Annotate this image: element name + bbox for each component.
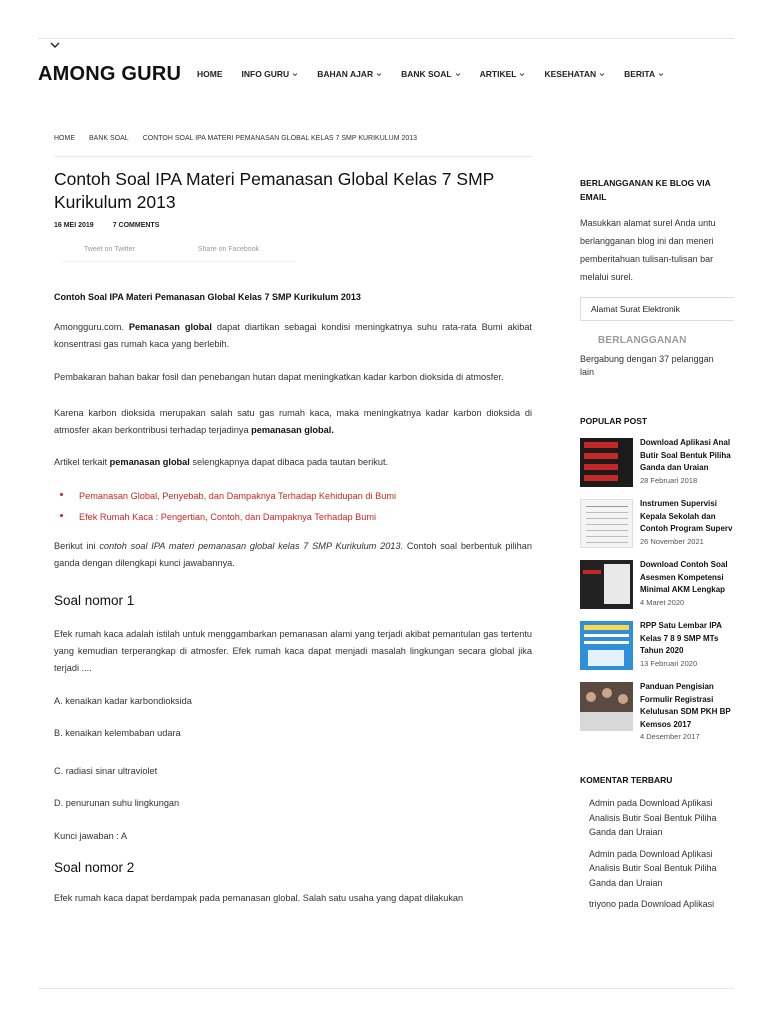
subscribe-desc-line: pemberitahuan tulisan-tulisan bar xyxy=(580,254,714,264)
popular-post-text xyxy=(640,437,734,498)
popular-post-list xyxy=(580,437,734,749)
answer-option: C. radiasi sinar ultraviolet xyxy=(54,766,158,776)
popular-post-title-line[interactable]: Kelas 7 8 9 SMP MTs xyxy=(640,633,719,643)
recent-comment[interactable] xyxy=(580,847,734,891)
subscribe-desc-line: berlangganan blog ini dan meneri xyxy=(580,236,714,246)
nav-label: BANK SOAL xyxy=(401,69,452,79)
keyword-link[interactable]: Pemanasan global xyxy=(128,322,212,332)
recent-comment[interactable] xyxy=(580,796,734,840)
question-text: Efek rumah kaca adalah istilah untuk menggambarkan pemanasan alami yang terjadi akibat pemantulan gas tertentu yang kemudian terperangkap di atmosfer. Efek rumah kaca dapat menjadi masalah lingkungan secara global jika terjadi .... xyxy=(54,629,532,673)
post-thumbnail[interactable] xyxy=(580,499,633,548)
popular-post-item[interactable] xyxy=(580,681,734,749)
popular-post-title-line[interactable]: RPP Satu Lembar IPA xyxy=(640,621,722,630)
comment-line[interactable]: Ganda dan Uraian xyxy=(589,877,663,888)
popular-post-title-line[interactable]: Contoh Program Superv xyxy=(640,524,733,533)
post-thumbnail[interactable] xyxy=(580,682,633,731)
article-intro-heading: Contoh Soal IPA Materi Pemanasan Global Kelas 7 SMP Kurikulum 2013 xyxy=(54,292,361,302)
text-span: Amongguru.com. xyxy=(54,322,124,332)
nav-label: KESEHATAN xyxy=(544,69,597,79)
nav-label: INFO GURU xyxy=(241,69,290,79)
comment-line[interactable]: Analisis Butir Soal Bentuk Piliha xyxy=(589,863,717,873)
chevron-down-icon xyxy=(292,72,298,77)
question-heading: Soal nomor 2 xyxy=(54,860,135,875)
article-paragraph xyxy=(54,319,532,353)
popular-post-text xyxy=(640,559,734,620)
popular-post-title-line[interactable]: Download Contoh Soal xyxy=(640,560,728,569)
comment-line[interactable]: Admin pada Download Aplikasi xyxy=(589,798,713,808)
popular-post-date: 28 Februari 2018 xyxy=(640,475,698,485)
popular-post-title-line[interactable]: Asesmen Kompetensi xyxy=(640,572,724,582)
text-span: Karena karbon dioksida merupakan salah satu gas rumah kaca, maka meningkatnya kadar karbon dioksida di atmosfer akan berkontribusi terhadap terjadinya xyxy=(54,408,532,435)
breadcrumb-divider xyxy=(54,156,532,157)
nav-item-berita[interactable] xyxy=(624,69,664,79)
keyword-link[interactable]: pemanasan global. xyxy=(251,425,334,435)
chevron-down-icon xyxy=(658,72,664,77)
article-paragraph: Pembakaran bahan bakar fosil dan penebangan hutan dapat meningkatkan kadar karbon dioksida di atmosfer. xyxy=(54,372,504,382)
popular-post-title-line[interactable]: Minimal AKM Lengkap xyxy=(640,585,726,594)
related-links xyxy=(54,486,532,528)
share-facebook-label: Share on Facebook xyxy=(198,246,260,253)
breadcrumb-home[interactable]: HOME xyxy=(54,135,75,142)
subscribers-line: lain xyxy=(580,367,595,377)
answer-option: B. kenaikan kelembaban udara xyxy=(54,728,181,738)
recent-comment[interactable] xyxy=(580,897,734,912)
text-span: dapat diartikan sebagai kondisi meningkatnya suhu rata-rata Bumi akibat konsentrasi gas rumah kaca yang berlebih. xyxy=(54,322,532,349)
text-span: contoh soal IPA materi pemanasan global kelas 7 SMP Kurikulum 2013 xyxy=(99,541,401,551)
share-facebook-button[interactable] xyxy=(176,246,296,262)
popular-post-date: 13 Februari 2020 xyxy=(640,658,698,668)
popular-post-title: POPULAR POST xyxy=(580,416,648,426)
popular-post-title-line[interactable]: Formulir Registrasi xyxy=(640,694,714,704)
post-title: Contoh Soal IPA Materi Pemanasan Global Kelas 7 SMP Kurikulum 2013 xyxy=(54,169,495,212)
answer-option: D. penurunan suhu lingkungan xyxy=(54,798,180,808)
nav-item-artikel[interactable] xyxy=(480,69,526,79)
popular-post-text xyxy=(640,620,734,681)
share-twitter-label: Tweet on Twitter xyxy=(84,246,135,253)
answer-key: Kunci jawaban : A xyxy=(54,831,128,841)
subscribe-desc-line: Masukkan alamat surel Anda untu xyxy=(580,218,716,228)
post-thumbnail[interactable] xyxy=(580,560,633,609)
article-body xyxy=(54,289,532,907)
popular-post-item[interactable] xyxy=(580,437,734,498)
keyword-link[interactable]: pemanasan global xyxy=(109,457,190,467)
recent-comments-list xyxy=(580,796,734,912)
popular-post-date: 4 Desember 2017 xyxy=(640,732,700,741)
sidebar xyxy=(580,176,734,912)
nav-item-bahan-ajar[interactable] xyxy=(317,69,382,79)
bottom-divider xyxy=(38,988,734,989)
nav-item-info-guru[interactable] xyxy=(242,69,299,79)
nav-label: HOME xyxy=(197,69,223,79)
popular-post-title-line[interactable]: Ganda dan Uraian xyxy=(640,463,709,472)
related-link[interactable]: Pemanasan Global, Penyebab, dan Dampaknya Terhadap Kehidupan di Bumi xyxy=(54,486,532,507)
text-span: selengkapnya dapat dibaca pada tautan berikut. xyxy=(192,457,389,467)
popular-post-title-line[interactable]: Butir Soal Bentuk Piliha xyxy=(640,450,731,460)
popular-post-text xyxy=(640,681,734,749)
subscribe-title: BERLANGGANAN KE BLOG VIA EMAIL xyxy=(580,178,711,202)
chevron-down-icon[interactable] xyxy=(49,40,61,50)
popular-post-date: 26 November 2021 xyxy=(640,536,704,546)
popular-post-title-line[interactable]: Tahun 2020 xyxy=(640,646,684,655)
text-span: Artikel terkait xyxy=(54,457,108,467)
subscribe-description xyxy=(580,214,734,286)
nav-label: BERITA xyxy=(624,69,656,79)
post-comments-link[interactable]: 7 COMMENTS xyxy=(112,222,160,229)
question-text: Efek rumah kaca dapat berdampak pada pemanasan global. Salah satu usaha yang dapat dilakukan xyxy=(54,893,464,903)
popular-post-item[interactable] xyxy=(580,498,734,559)
popular-post-title-line[interactable]: Download Aplikasi Anal xyxy=(640,438,731,447)
post-meta xyxy=(54,222,159,229)
comment-line[interactable]: triyono pada Download Aplikasi xyxy=(589,899,715,909)
answer-option: A. kenaikan kadar karbondioksida xyxy=(54,696,192,706)
share-twitter-button[interactable] xyxy=(62,246,174,262)
subscribe-desc-line: melalui surel. xyxy=(580,272,634,282)
site-logo[interactable]: AMONG GURU xyxy=(38,63,182,85)
nav-item-home[interactable] xyxy=(197,69,223,79)
popular-post-title-line[interactable]: Panduan Pengisian xyxy=(640,682,714,691)
article-paragraph xyxy=(54,538,532,572)
popular-post-date: 4 Maret 2020 xyxy=(640,597,685,607)
breadcrumb xyxy=(54,135,417,142)
chevron-down-icon xyxy=(519,72,525,77)
post-date: 16 MEI 2019 xyxy=(54,222,94,229)
post-thumbnail[interactable] xyxy=(580,621,633,670)
article-paragraph xyxy=(54,454,532,471)
popular-post-title-line[interactable]: Instrumen Supervisi xyxy=(640,499,717,508)
chevron-down-icon xyxy=(599,72,605,77)
text-span: . Contoh soal berbentuk pilihan ganda dengan dilengkapi kunci jawabannya. xyxy=(54,541,532,568)
text-span: Berikut ini xyxy=(54,541,96,551)
popular-post-item[interactable] xyxy=(580,620,734,681)
nav-label: ARTIKEL xyxy=(479,69,517,79)
post-thumbnail[interactable] xyxy=(580,438,633,487)
chevron-down-icon xyxy=(376,72,382,77)
main-nav xyxy=(197,69,683,79)
chevron-down-icon xyxy=(455,72,461,77)
related-link[interactable]: Efek Rumah Kaca : Pengertian, Contoh, dan Dampaknya Terhadap Bumi xyxy=(54,507,532,528)
top-divider xyxy=(38,38,734,39)
question-heading: Soal nomor 1 xyxy=(54,593,135,608)
popular-post-text xyxy=(640,498,734,559)
subscribe-button[interactable]: BERLANGGANAN xyxy=(598,335,687,346)
popular-post-title-line[interactable]: Kepala Sekolah dan xyxy=(640,511,716,521)
subscribers-line: Bergabung dengan 37 pelanggan xyxy=(580,354,714,364)
comment-line[interactable]: Analisis Butir Soal Bentuk Piliha xyxy=(589,812,717,823)
subscribers-count xyxy=(580,353,734,379)
nav-item-bank-soal[interactable] xyxy=(401,69,461,79)
comment-line[interactable]: Ganda dan Uraian xyxy=(589,827,663,837)
nav-item-kesehatan[interactable] xyxy=(544,69,605,79)
comment-line[interactable]: Admin pada Download Aplikasi xyxy=(589,848,713,859)
nav-label: BAHAN AJAR xyxy=(317,69,374,79)
breadcrumb-current: CONTOH SOAL IPA MATERI PEMANASAN GLOBAL KELAS 7 SMP KURIKULUM 2013 xyxy=(142,135,418,142)
article-paragraph xyxy=(54,405,532,439)
popular-post-item[interactable] xyxy=(580,559,734,620)
breadcrumb-bank-soal[interactable]: BANK SOAL xyxy=(89,135,129,142)
popular-post-title-line[interactable]: Kemsos 2017 xyxy=(640,719,692,729)
recent-comments-title: KOMENTAR TERBARU xyxy=(580,775,673,785)
popular-post-title-line[interactable]: Kelulusan SDM PKH BP xyxy=(640,707,731,716)
email-input[interactable]: Alamat Surat Elektronik xyxy=(580,297,734,321)
